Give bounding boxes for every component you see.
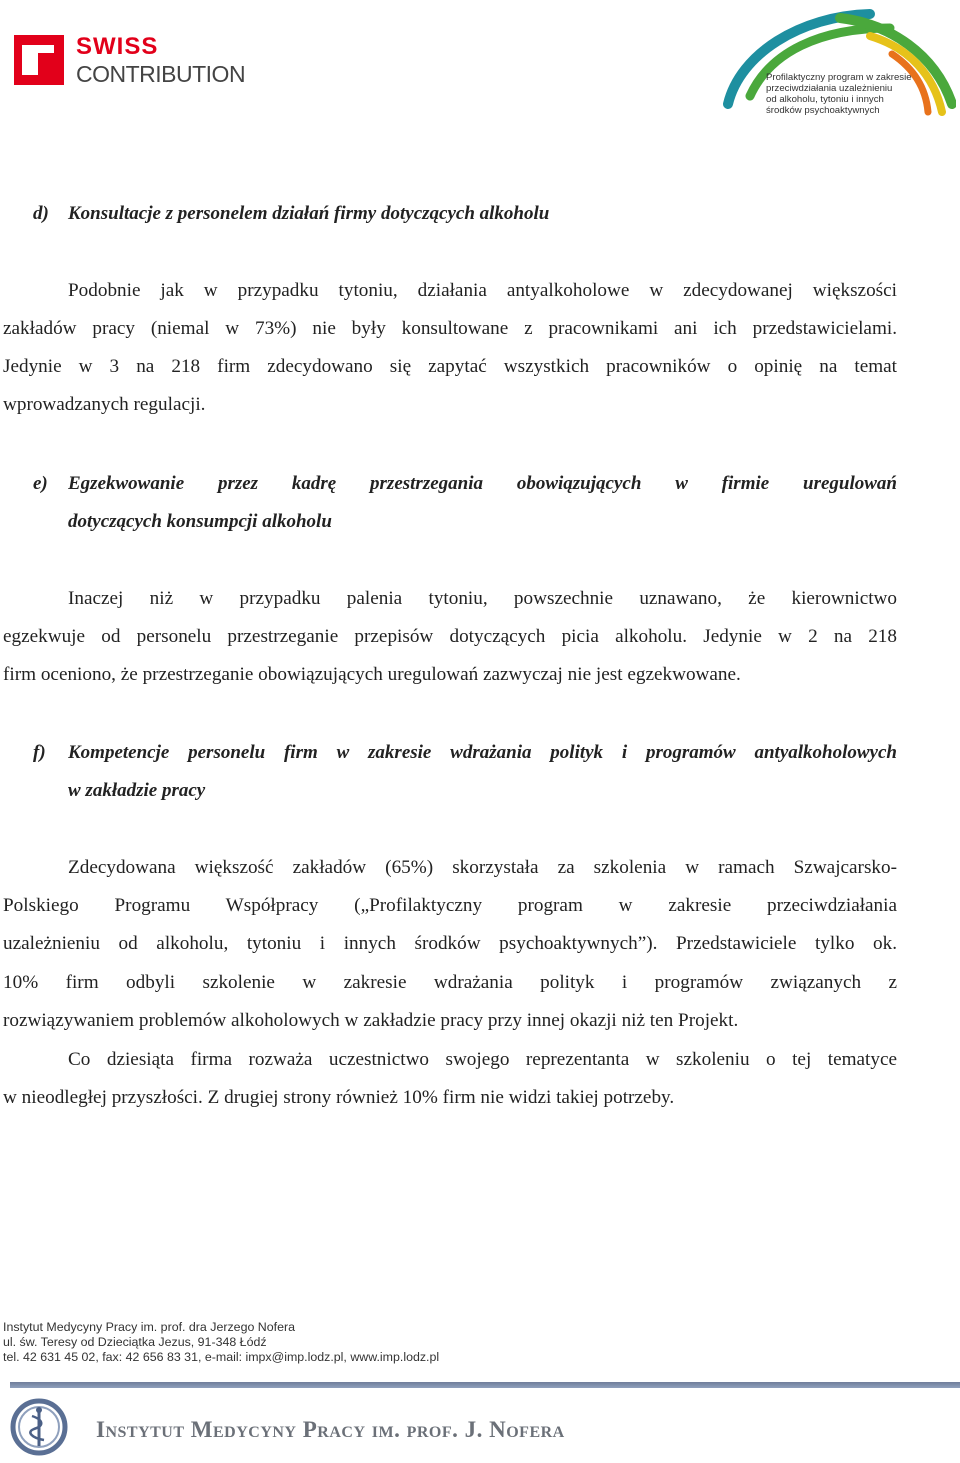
paragraph-line: Zdecydowana większość zakładów (65%) skorzystała za szkolenia w ramach Szwajcarsko- [68, 857, 897, 878]
paragraph-line: wprowadzanych regulacji. [3, 394, 206, 415]
paragraph-line: w nieodległej przyszłości. Z drugiej strony również 10% firm nie widzi takiej potrzeby. [3, 1087, 675, 1108]
institute-name: Instytut Medycyny Pracy im. prof. J. Nofera [96, 1417, 565, 1442]
section-title-line: Egzekwowanie przez kadrę przestrzegania obowiązujących w firmie uregulowań [68, 473, 897, 494]
paragraph-line: Co dziesiąta firma rozważa uczestnictwo swojego reprezentanta w szkoleniu o tej tematyce [68, 1049, 897, 1070]
swiss-contribution-logo [14, 33, 274, 93]
paragraph-line: Inaczej niż w przypadku palenia tytoniu, powszechnie uznawano, że kierownictwo [68, 588, 897, 609]
paragraph-line: zakładów pracy (niemal w 73%) nie były konsultowane z pracownikami ani ich przedstawicielami. [3, 318, 897, 339]
section-title-line: w zakładzie pracy [68, 780, 206, 801]
paragraph-line: egzekwuje od personelu przestrzeganie przepisów dotyczących picia alkoholu. Jedynie w 2 na 218 [3, 626, 897, 647]
section-title-line: dotyczących konsumpcji alkoholu [68, 511, 332, 532]
footer-divider [10, 1382, 960, 1388]
footer-contact-line: tel. 42 631 45 02, fax: 42 656 83 31, e-mail: impx@imp.lodz.pl, www.imp.lodz.pl [3, 1350, 440, 1364]
paragraph-line: Polskiego Programu Współpracy („Profilaktyczny program w zakresie przeciwdziałania [3, 895, 897, 916]
program-logo [720, 4, 956, 118]
swiss-word: SWISS [76, 33, 159, 60]
swiss-flag-icon [14, 35, 64, 85]
imp-caduceus-icon [10, 1398, 68, 1456]
paragraph-line: Jedynie w 3 na 218 firm zdecydowano się zapytać wszystkich pracowników o opinię na temat [3, 356, 897, 377]
paragraph-line: 10% firm odbyli szkolenie w zakresie wdrażania polityk i programów związanych z [3, 972, 897, 993]
program-logo-text: Profilaktyczny program w zakresie przeciwdziałania uzależnieniu od alkoholu, tytoniu i innych środków psychoaktywnych [766, 72, 912, 116]
footer-address [3, 1320, 439, 1365]
paragraph-line: Podobnie jak w przypadku tytoniu, działania antyalkoholowe w zdecydowanej większości [68, 280, 897, 301]
paragraph-line: rozwiązywaniem problemów alkoholowych w zakładzie pracy przy innej okazji niż ten Projekt. [3, 1010, 739, 1031]
contribution-word: CONTRIBUTION [76, 61, 246, 87]
section-title: Konsultacje z personelem działań firmy dotyczących alkoholu [68, 203, 550, 224]
footer-street-line: ul. św. Teresy od Dzieciątka Jezus, 91-348 Łódź [3, 1335, 267, 1349]
paragraph-line: uzależnieniu od alkoholu, tytoniu i innych środków psychoaktywnych”). Przedstawiciele tylko ok. [3, 933, 897, 954]
paragraph-line: firm oceniono, że przestrzeganie obowiązujących uregulowań zazwyczaj nie jest egzekwowane. [3, 664, 741, 685]
section-label: e) [33, 473, 48, 494]
footer-institute-line: Instytut Medycyny Pracy im. prof. dra Jerzego Nofera [3, 1320, 295, 1334]
section-label: f) [33, 742, 46, 763]
section-title-line: Kompetencje personelu firm w zakresie wdrażania polityk i programów antyalkoholowych [68, 742, 897, 763]
section-label: d) [33, 203, 49, 224]
